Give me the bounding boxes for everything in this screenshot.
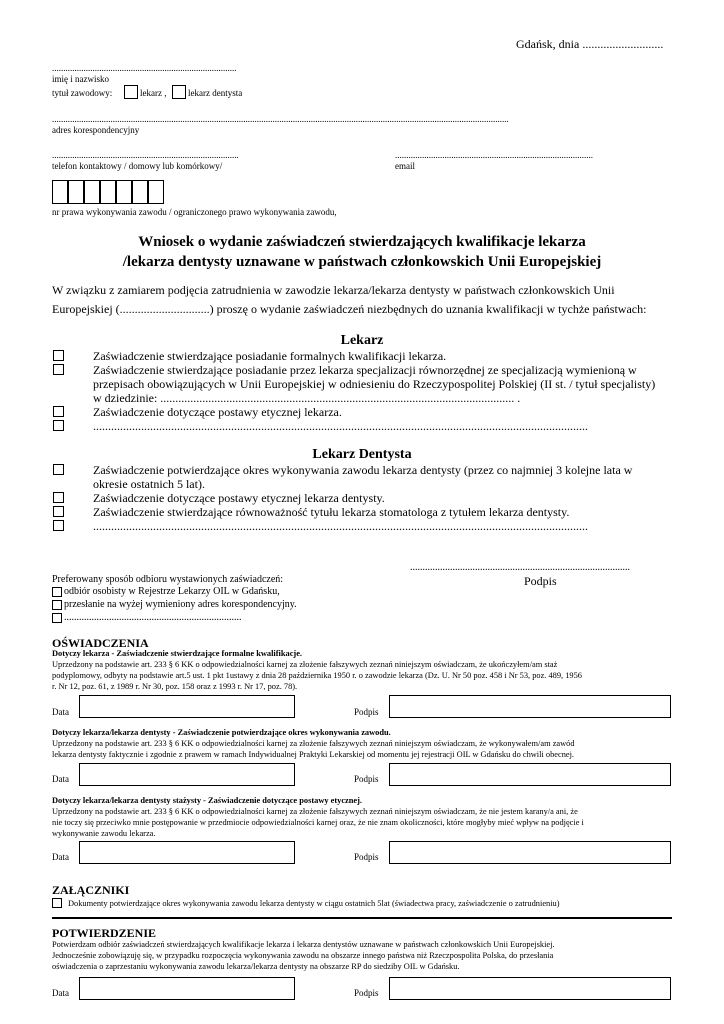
pickup-other-field[interactable]: ....................................................................... [64, 612, 242, 623]
dentysta-item1-line2: okresie ostatnich 5 lat). [93, 477, 205, 491]
dentist-checkbox[interactable] [172, 85, 186, 99]
statement3-line2: nie toczy się przeciwko mnie postępowanie w przedmiocie odpowiedzialności karnej oraz, że nie znam okoliczności, które mogłyby mieć wpływ na podjęcie i [52, 818, 584, 827]
lekarz-item2-checkbox[interactable] [53, 364, 64, 375]
dentysta-item1-checkbox[interactable] [53, 464, 64, 475]
license-label: nr prawa wykonywania zawodu / ograniczonego prawo wykonywania zawodu, [52, 207, 337, 217]
attachment-label: Dokumenty potwierdzające okres wykonywania zawodu lekarza dentysty w ciągu ostatnich 5lat (świadectwa pracy, zaświadczenie o zatrudnieniu) [68, 899, 560, 908]
statement2-line1: Uprzedzony na podstawie art. 233 § 6 KK o odpowiedzialności karnej za złożenie fałszywych zeznań niniejszym oświadczam, że wykonywałem/am zawód [52, 739, 575, 748]
dentysta-item3-checkbox[interactable] [53, 506, 64, 517]
section-divider [52, 917, 672, 919]
statement1-signature-input[interactable] [389, 695, 671, 718]
dentist-option-label: lekarz dentysta [188, 88, 243, 98]
statement1-title: Dotyczy lekarza - Zaświadczenie stwierdzające formalne kwalifikacje. [52, 649, 303, 658]
form-title-line2: /lekarza dentysty uznawane w państwach członkowskich Unii Europejskiej [122, 254, 602, 270]
pickup-mail-label: przesłanie na wyżej wymieniony adres korespondencyjny. [64, 599, 297, 610]
attachments-heading: ZAŁĄCZNIKI [52, 883, 130, 897]
doctor-option-label: lekarz , [140, 88, 167, 98]
dentysta-heading: Lekarz Dentysta [312, 447, 412, 462]
statement2-signature-input[interactable] [389, 763, 671, 786]
doctor-checkbox[interactable] [124, 85, 138, 99]
statement3-date-input[interactable] [79, 841, 295, 864]
lekarz-item1-checkbox[interactable] [53, 350, 64, 361]
confirmation-heading: POTWIERDZENIE [52, 926, 157, 940]
name-label: imię i nazwisko [52, 74, 109, 84]
confirmation-signature-input[interactable] [389, 977, 671, 1000]
pickup-other-checkbox[interactable] [52, 613, 62, 623]
statement3-signature-input[interactable] [389, 841, 671, 864]
intro-line2: Europejskiej (..............................) proszę o wydanie zaświadczeń niezbędnych do uznania kwalifikacji w tychże państwach: [52, 302, 647, 316]
phone-label: telefon kontaktowy / domowy lub komórkowy/ [52, 161, 223, 171]
statement3-line3: wykonywanie zawodu lekarza. [52, 829, 156, 838]
dentysta-item1-line1: Zaświadczenie potwierdzające okres wykonywania zawodu lekarza dentysty (przez co najmniej 3 kolejne lata w [93, 463, 633, 477]
email-field[interactable]: ........................................................................................ [395, 150, 593, 160]
license-digit-box[interactable] [84, 180, 100, 204]
statement2-signature-label: Podpis [354, 774, 379, 784]
address-field[interactable]: ........................................................................................................................................................................................................... [52, 114, 509, 124]
lekarz-item2-line2: przepisach obowiązujących w Unii Europejskiej w odniesieniu do Rzeczypospolitej Polskiej (II st. / tytuł specjalisty) [93, 377, 656, 391]
statement3-signature-label: Podpis [354, 852, 379, 862]
confirmation-signature-label: Podpis [354, 988, 379, 998]
form-title-line1: Wniosek o wydanie zaświadczeń stwierdzających kwalifikacje lekarza [138, 234, 586, 250]
lekarz-heading: Lekarz [340, 333, 384, 348]
statement2-date-label: Data [52, 774, 69, 784]
statements-heading: OŚWIADCZENIA [52, 636, 149, 650]
statement1-line2: podyplomowy, odbyty na podstawie art.5 ust. 1 pkt 1ustawy z dnia 28 października 1950 r. o zawodzie lekarza (Dz. U. Nr 50 poz. 458 i Nr 53, poz. 489, 1956 [52, 671, 582, 680]
statement3-title: Dotyczy lekarza/lekarza dentysty stażysty - Zaświadczenie dotyczące postawy etycznej. [52, 796, 363, 805]
statement2-line2: lekarza dentysty faktycznie i zgodnie z prawem w ramach Indywidualnej Praktyki Lekarskiej od momentu jej rejestracji OIL w Gdańsku do chwili obecnej. [52, 750, 575, 759]
city-date[interactable]: Gdańsk, dnia ........................... [516, 37, 664, 51]
pickup-personal-checkbox[interactable] [52, 587, 62, 597]
statement1-line3: r. Nr 12, poz. 61, z 1989 r. Nr 30, poz. 158 oraz z 1993 r. Nr 17, poz. 78). [52, 682, 298, 691]
dentysta-item2-checkbox[interactable] [53, 492, 64, 503]
license-digit-box[interactable] [132, 180, 148, 204]
lekarz-item3-checkbox[interactable] [53, 406, 64, 417]
lekarz-item1-label: Zaświadczenie stwierdzające posiadanie formalnych kwalifikacji lekarza. [93, 349, 447, 363]
statement3-date-label: Data [52, 852, 69, 862]
address-label: adres korespondencyjny [52, 125, 140, 135]
lekarz-item4-checkbox[interactable] [53, 420, 64, 431]
pickup-personal-label: odbiór osobisty w Rejestrze Lekarzy OIL w Gdańsku, [64, 586, 280, 597]
name-field[interactable]: .................................................................................. [52, 63, 237, 73]
confirmation-line1: Potwierdzam odbiór zaświadczeń stwierdzających kwalifikacje lekarza i lekarza dentystów uznawane w państwach członkowskich Unii Europejskiej. [52, 940, 555, 949]
intro-line1: W związku z zamiarem podjęcia zatrudnienia w zawodzie lekarza/lekarza dentysty w państwach członkowskich Unii [52, 283, 615, 297]
phone-field[interactable]: ................................................................................... [52, 150, 239, 160]
statement2-title: Dotyczy lekarza/lekarza dentysty - Zaświadczenie potwierdzające okres wykonywania zawodu. [52, 728, 391, 737]
signature-label: Podpis [524, 574, 557, 588]
attachment-checkbox[interactable] [52, 898, 62, 908]
license-digit-box[interactable] [100, 180, 116, 204]
signature-field[interactable]: ........................................................................................ [410, 562, 630, 573]
statement3-line1: Uprzedzony na podstawie art. 233 § 6 KK o odpowiedzialności karnej za złożenie fałszywych zeznań niniejszym oświadczam, że nie jestem karany/a ani, że [52, 807, 578, 816]
dentysta-other-field[interactable]: ..................................................................................................................................................................... [93, 519, 588, 533]
dentysta-item4-checkbox[interactable] [53, 520, 64, 531]
license-digit-box[interactable] [52, 180, 68, 204]
title-label: tytuł zawodowy: [52, 88, 113, 98]
statement2-date-input[interactable] [79, 763, 295, 786]
statement1-signature-label: Podpis [354, 707, 379, 717]
pickup-label: Preferowany sposób odbioru wystawionych zaświadczeń: [52, 574, 284, 585]
confirmation-date-label: Data [52, 988, 69, 998]
statement1-line1: Uprzedzony na podstawie art. 233 § 6 KK o odpowiedzialności karnej za złożenie fałszywych zeznań niniejszym oświadczam, że ukończyłem/am staż [52, 660, 558, 669]
pickup-mail-checkbox[interactable] [52, 600, 62, 610]
lekarz-other-field[interactable]: ..................................................................................................................................................................... [93, 419, 588, 433]
dentysta-item3-label: Zaświadczenie stwierdzające równoważność tytułu lekarza stomatologa z tytułem lekarza dentysty. [93, 505, 570, 519]
lekarz-item3-label: Zaświadczenie dotyczące postawy etycznej lekarza. [93, 405, 342, 419]
license-digit-box[interactable] [148, 180, 164, 204]
lekarz-item2-line1: Zaświadczenie stwierdzające posiadanie przez lekarza specjalizacji równorzędnej ze specjalizacją wymienioną w [93, 363, 637, 377]
statement1-date-input[interactable] [79, 695, 295, 718]
email-label: email [395, 161, 415, 171]
confirmation-date-input[interactable] [79, 977, 295, 1000]
license-digit-box[interactable] [116, 180, 132, 204]
license-digit-box[interactable] [68, 180, 84, 204]
confirmation-line3: oświadczenia o zaprzestaniu wykonywania zawodu lekarza/lekarza dentysty na obszarze RP do siedziby OIL w Gdańsku. [52, 962, 460, 971]
confirmation-line2: Jednocześnie zobowiązuję się, w przypadku rozpoczęcia wykonywania zawodu na obszarze innego państwa niż Rzeczpospolita Polska, do przesłania [52, 951, 554, 960]
dentysta-item2-label: Zaświadczenie dotyczące postawy etycznej lekarza dentysty. [93, 491, 385, 505]
statement1-date-label: Data [52, 707, 69, 717]
specialty-field[interactable]: w dziedzinie: ...................................................................................................................... . [93, 391, 521, 405]
